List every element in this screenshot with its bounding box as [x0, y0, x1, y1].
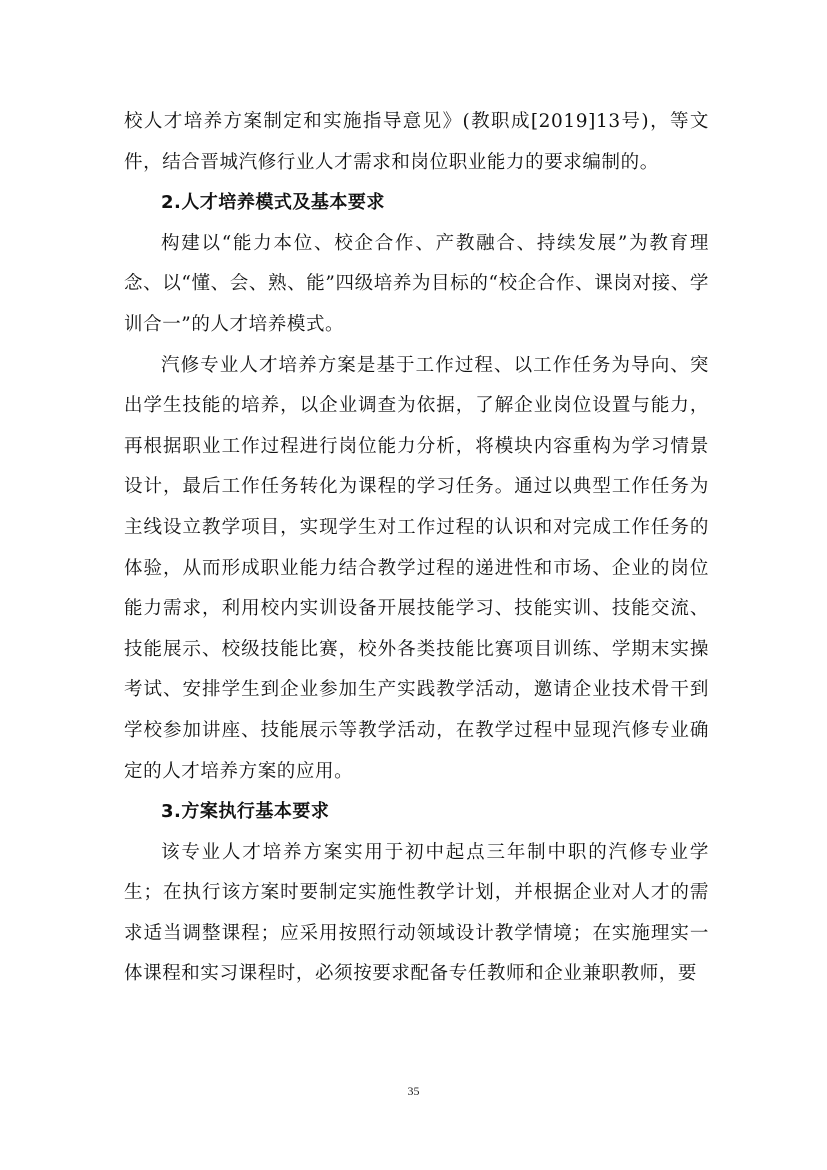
paragraph-continuation: 校人才培养方案制定和实施指导意见》(教职成[2019]13号)，等文件，结合晋城汽修行业人才需求和岗位职业能力的要求编制的。 — [124, 111, 709, 173]
section-heading-training-mode: 2.人才培养模式及基本要求 — [161, 192, 385, 214]
page-number: 35 — [407, 1084, 420, 1098]
paragraph-training-plan: 汽修专业人才培养方案是基于工作过程、以工作任务为导向、突出学生技能的培养，以企业调查为依据，了解企业岗位设置与能力，再根据职业工作过程进行岗位能力分析，将模块内容重构为学习情景设计，最后工作任务转化为课程的学习任务。通过以典型工作任务为主线设立教学项目，实现学生对工作过程的认识和对完成工作任务的体验，从而形成职业能力结合教学过程的递进性和市场、企业的岗位能力需求，利用校内实训设备开展技能学习、技能实训、技能交流、技能展示、校级技能比赛，校外各类技能比赛项目训练、学期末实操考试、安排学生到企业参加生产实践教学活动，邀请企业技术骨干到学校参加讲座、技能展示等教学活动，在教学过程中显现汽修专业确定的人才培养方案的应用。 — [124, 354, 709, 782]
paragraph-training-mode: 构建以“能力本位、校企合作、产教融合、持续发展”为教育理念、以“懂、会、熟、能”四级培养为目标的“校企合作、课岗对接、学训合一”的人才培养模式。 — [124, 232, 709, 335]
paragraph-execution-requirements: 该专业人才培养方案实用于初中起点三年制中职的汽修专业学生；在执行该方案时要制定实施性教学计划，并根据企业对人才的需求适当调整课程；应采用按照行动领域设计教学情境；在实施理实一体课程和实习课程时，必须按要求配备专任教师和企业兼职教师，要 — [124, 841, 709, 985]
section-heading-execution-requirements: 3.方案执行基本要求 — [161, 801, 330, 823]
document-body — [124, 102, 709, 995]
